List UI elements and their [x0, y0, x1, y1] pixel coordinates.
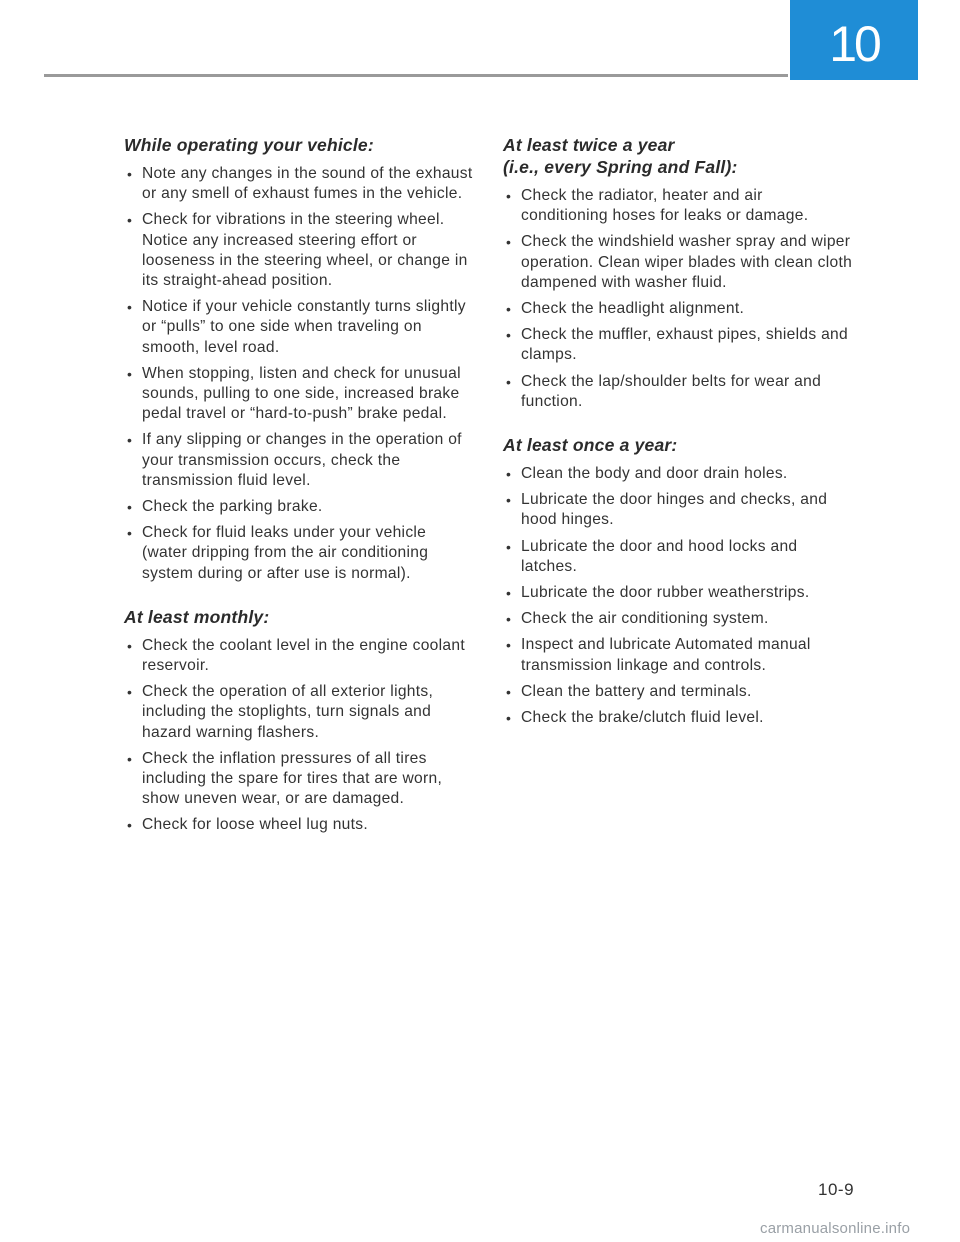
list-item: • Check the brake/clutch fluid level. — [503, 708, 853, 728]
list-item: • Check the parking brake. — [124, 497, 474, 517]
list-item: • Check for fluid leaks under your vehicle (water dripping from the air conditioning system during or after use is normal). — [124, 523, 474, 584]
section-while-operating — [124, 134, 474, 584]
header-rule — [44, 74, 788, 77]
checklist — [124, 164, 474, 584]
list-item: • Note any changes in the sound of the exhaust or any smell of exhaust fumes in the vehicle. — [124, 164, 474, 204]
list-item: • Notice if your vehicle constantly turns slightly or “pulls” to one side when traveling on smooth, level road. — [124, 297, 474, 358]
heading-line: (i.e., every Spring and Fall): — [503, 157, 738, 177]
chapter-tab — [790, 0, 918, 80]
section-once-a-year — [503, 434, 853, 728]
chapter-number: 10 — [829, 16, 879, 72]
right-column — [503, 134, 853, 750]
heading-line: At least twice a year — [503, 135, 675, 155]
list-item: • Lubricate the door hinges and checks, and hood hinges. — [503, 490, 853, 530]
checklist — [503, 464, 853, 728]
left-column — [124, 134, 474, 858]
list-item: • Check the headlight alignment. — [503, 299, 853, 319]
list-item: • Clean the battery and terminals. — [503, 682, 853, 702]
section-monthly — [124, 606, 474, 836]
list-item: • Check the inflation pressures of all tires including the spare for tires that are worn, show uneven wear, or are damaged. — [124, 749, 474, 810]
list-item: • Inspect and lubricate Automated manual transmission linkage and controls. — [503, 635, 853, 675]
list-item: • When stopping, listen and check for unusual sounds, pulling to one side, increased brake pedal travel or “hard-to-push” brake pedal. — [124, 364, 474, 425]
checklist — [124, 636, 474, 836]
section-heading — [503, 134, 853, 178]
list-item: • Lubricate the door and hood locks and latches. — [503, 537, 853, 577]
section-heading: At least monthly: — [124, 606, 270, 627]
list-item: • Check the windshield washer spray and wiper operation. Clean wiper blades with clean cloth dampened with washer fluid. — [503, 232, 853, 293]
list-item: • Check the air conditioning system. — [503, 609, 853, 629]
list-item: • Lubricate the door rubber weatherstrips. — [503, 583, 853, 603]
list-item: • Check for vibrations in the steering wheel. Notice any increased steering effort or looseness in the steering wheel, or change in its straight-ahead position. — [124, 210, 474, 291]
list-item: • Check the coolant level in the engine coolant reservoir. — [124, 636, 474, 676]
section-twice-a-year — [503, 134, 853, 412]
section-heading: At least once a year: — [503, 435, 678, 456]
list-item: • If any slipping or changes in the operation of your transmission occurs, check the transmission fluid level. — [124, 430, 474, 491]
list-item: • Check the lap/shoulder belts for wear and function. — [503, 372, 853, 412]
section-heading: While operating your vehicle: — [124, 135, 374, 155]
watermark: carmanualsonline.info — [760, 1220, 911, 1237]
list-item: • Clean the body and door drain holes. — [503, 464, 853, 484]
list-item: • Check for loose wheel lug nuts. — [124, 815, 474, 835]
list-item: • Check the radiator, heater and air conditioning hoses for leaks or damage. — [503, 186, 853, 226]
page-number: 10-9 — [818, 1180, 855, 1199]
checklist — [503, 186, 853, 412]
list-item: • Check the operation of all exterior lights, including the stoplights, turn signals and hazard warning flashers. — [124, 682, 474, 743]
list-item: • Check the muffler, exhaust pipes, shields and clamps. — [503, 325, 853, 365]
